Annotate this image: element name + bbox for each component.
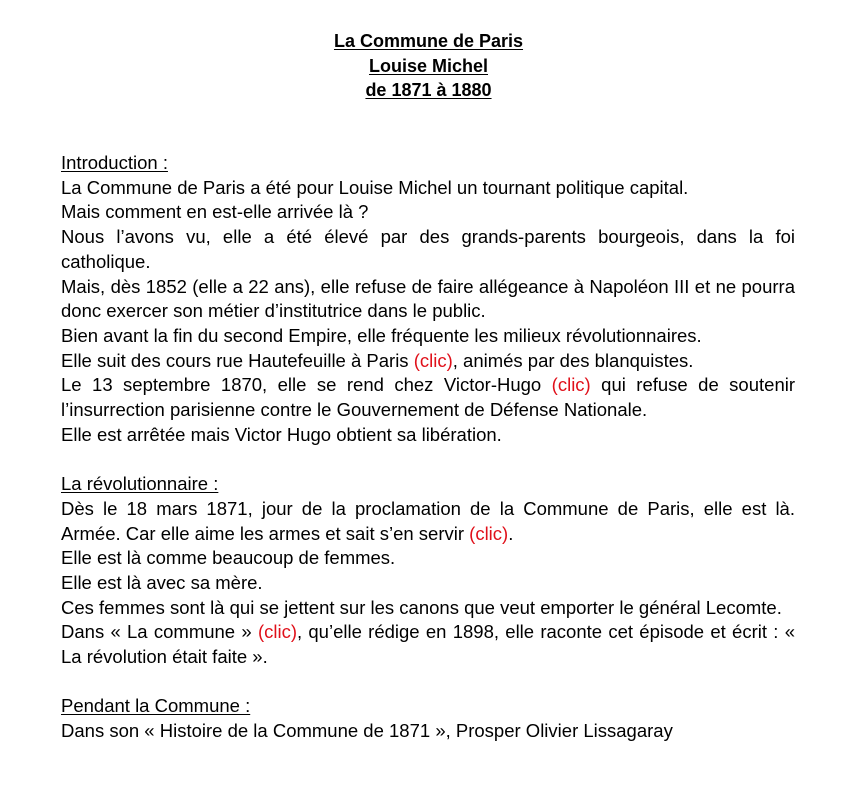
section-commune (61, 694, 795, 743)
paragraph: La Commune de Paris a été pour Louise Michel un tournant politique capital. (61, 176, 689, 198)
paragraph (61, 373, 795, 422)
document-body (61, 151, 795, 744)
paragraph: Mais comment en est-elle arrivée là ? (61, 201, 369, 223)
section-revolutionnaire (61, 472, 795, 670)
paragraph-text: Dès le 18 mars 1871, jour de la proclamation de la Commune de Paris, elle est là. Armée. Car elle aime les armes et sait s’en servir (61, 497, 795, 544)
paragraph: Dans son « Histoire de la Commune de 1871 », Prosper Olivier Lissagaray (61, 720, 673, 742)
paragraph (61, 349, 795, 374)
paragraph: Elle est là avec sa mère. (61, 571, 263, 593)
document-title (0, 29, 851, 103)
paragraph-text: Dans « La commune » (61, 621, 258, 643)
section-spacer (61, 447, 795, 472)
clic-link[interactable]: (clic) (551, 374, 591, 396)
paragraph (61, 497, 795, 546)
section-introduction (61, 151, 795, 447)
title-line-1: La Commune de Paris (333, 31, 524, 51)
paragraph: Nous l’avons vu, elle a été élevé par des grands-parents bourgeois, dans la foi catholique. (61, 226, 795, 272)
section-heading-introduction: Introduction : (61, 152, 168, 173)
title-line-3: de 1871 à 1880 (365, 80, 492, 100)
paragraph-text: Elle suit des cours rue Hautefeuille à Paris (61, 349, 414, 371)
paragraph: Elle est arrêtée mais Victor Hugo obtient sa libération. (61, 423, 502, 445)
paragraph: Mais, dès 1852 (elle a 22 ans), elle refuse de faire allégeance à Napoléon III et ne pourra donc exercer son métier d’institutrice dans le public. (61, 275, 795, 322)
paragraph: Bien avant la fin du second Empire, elle fréquente les milieux révolutionnaires. (61, 324, 702, 346)
paragraph (61, 620, 795, 669)
title-line-2: Louise Michel (368, 55, 489, 76)
clic-link[interactable]: (clic) (257, 621, 297, 643)
paragraph-text: , qu’elle rédige en 1898, elle raconte cet épisode et écrit : « La révolution était faite ». (61, 621, 795, 668)
section-heading-commune: Pendant la Commune : (61, 695, 251, 717)
paragraph-text: . (508, 522, 514, 544)
clic-link[interactable]: (clic) (469, 522, 509, 544)
paragraph: Ces femmes sont là qui se jettent sur les canons que veut emporter le général Lecomte. (61, 596, 782, 618)
section-spacer (61, 670, 795, 695)
clic-link[interactable]: (clic) (413, 349, 453, 371)
paragraph: Elle est là comme beaucoup de femmes. (61, 547, 396, 569)
paragraph-text: Le 13 septembre 1870, elle se rend chez Victor-Hugo (61, 374, 552, 396)
paragraph-text: qui refuse de soutenir l’insurrection parisienne contre le Gouvernement de Défense Nationale. (61, 374, 796, 421)
section-heading-revolutionnaire: La révolutionnaire : (61, 473, 219, 495)
paragraph-text: , animés par des blanquistes. (452, 349, 694, 371)
